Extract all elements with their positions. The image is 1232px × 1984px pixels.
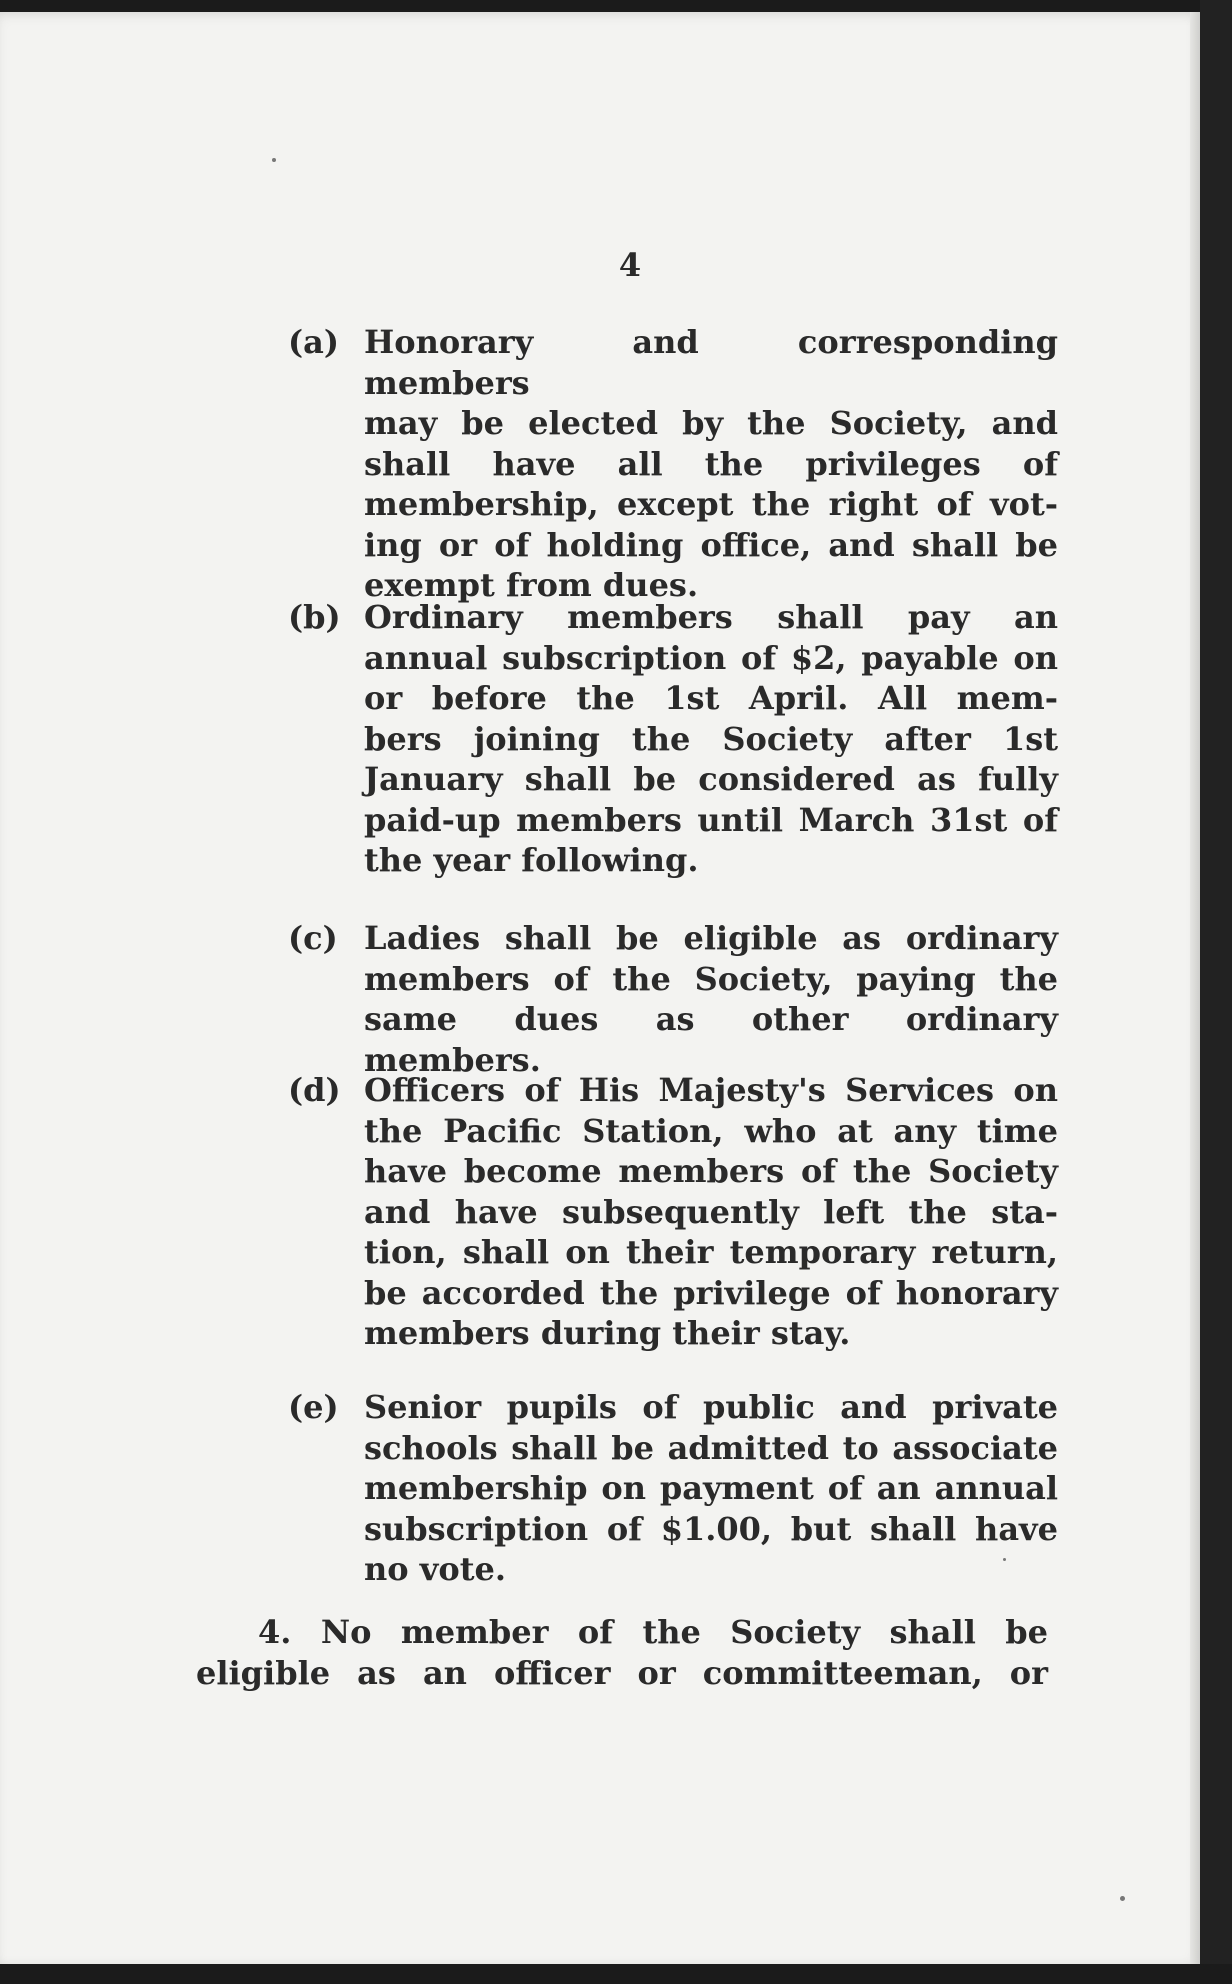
clause-label: (e) (288, 1388, 339, 1426)
text-line: Ladies shall be eligible as ordinary (364, 919, 1058, 957)
text-line: eligible as an officer or committeeman, or (196, 1653, 1048, 1692)
text-line: have become members of the Society (364, 1152, 1058, 1190)
text-line: paid-up members until March 31st of (364, 800, 1058, 839)
text-line: membership on payment of an annual (364, 1469, 1058, 1507)
text-line: January shall be considered as fully (364, 760, 1058, 798)
scan-top-border (0, 0, 1232, 12)
clause-label: (c) (288, 919, 338, 957)
page-number: 4 (618, 246, 642, 284)
clause-body (364, 1070, 1058, 1354)
text-line: no vote. (364, 1550, 506, 1588)
text-line: or before the 1st April. All mem- (364, 679, 1058, 717)
text-line: membership, except the right of vot- (364, 485, 1058, 523)
text-line: be accorded the privilege of honorary (364, 1273, 1058, 1312)
text-line: annual subscription of $2, payable on (364, 638, 1058, 677)
clause-b (288, 597, 1058, 881)
book-spine (1200, 0, 1232, 1984)
text-line: exempt from dues. (364, 566, 699, 604)
clause-body (364, 918, 1058, 1080)
article-4 (196, 1612, 1048, 1693)
clause-label: (a) (288, 323, 340, 361)
text-line: Honorary and corresponding members (364, 323, 1058, 402)
paper-speck (272, 158, 276, 162)
scan-bottom-border (0, 1964, 1232, 1984)
text-line: the Pacific Station, who at any time (364, 1111, 1058, 1150)
text-line: 4. No member of the Society shall be (258, 1613, 1048, 1651)
text-line: same dues as other ordinary members. (364, 1000, 1058, 1079)
clause-a (288, 322, 1058, 606)
paper-edge (1190, 12, 1200, 1964)
clause-label: (d) (288, 1071, 341, 1109)
text-line: tion, shall on their temporary return, (364, 1233, 1058, 1271)
text-line: members of the Society, paying the (364, 959, 1058, 998)
text-line: schools shall be admitted to associate (364, 1428, 1058, 1467)
clause-body (364, 597, 1058, 881)
text-line: bers joining the Society after 1st (364, 719, 1058, 758)
clause-c (288, 918, 1058, 1080)
text-line: Senior pupils of public and private (364, 1388, 1058, 1426)
text-line: subscription of $1.00, but shall have (364, 1509, 1058, 1548)
clause-label: (b) (288, 598, 341, 636)
text-line: shall have all the privileges of (364, 444, 1058, 483)
paper-speck (1120, 1896, 1125, 1901)
text-line: ing or of holding office, and shall be (364, 525, 1058, 564)
text-line: the year following. (364, 841, 699, 879)
text-line: may be elected by the Society, and (364, 404, 1058, 442)
clause-body (364, 1387, 1058, 1590)
clause-body (364, 322, 1058, 606)
clause-e (288, 1387, 1058, 1590)
text-line: and have subsequently left the sta- (364, 1192, 1058, 1231)
clause-d (288, 1070, 1058, 1354)
text-line: Ordinary members shall pay an (364, 598, 1058, 636)
text-line: members during their stay. (364, 1314, 851, 1352)
text-line: Officers of His Majesty's Services on (364, 1071, 1058, 1109)
